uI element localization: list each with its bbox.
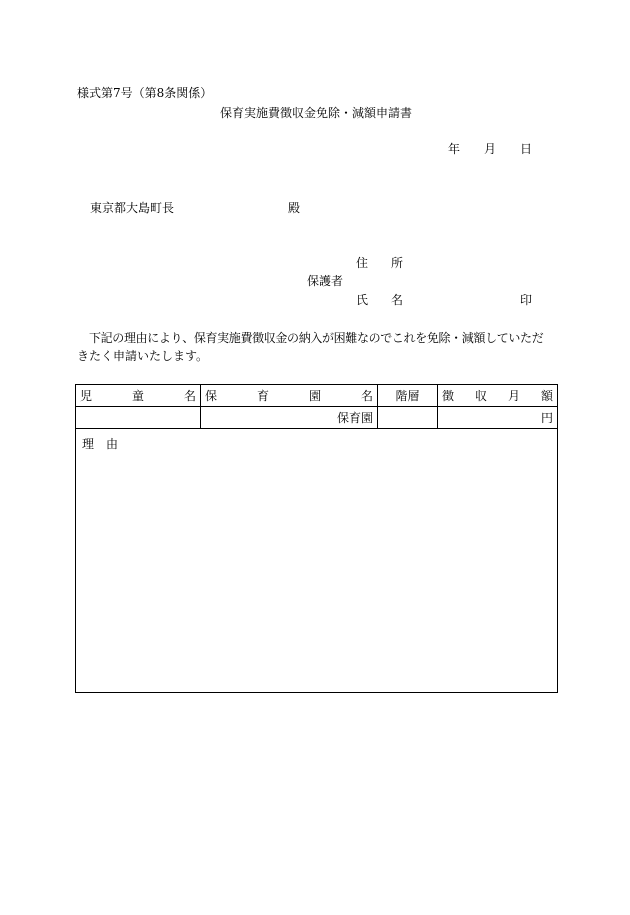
address-label-1: 住 bbox=[356, 256, 369, 270]
body-text-line-2: きたく申請いたします。 bbox=[77, 349, 209, 363]
addressee-honorific: 殿 bbox=[288, 201, 301, 215]
header-char: 園 bbox=[308, 389, 321, 403]
name-label-1: 氏 bbox=[356, 293, 369, 307]
reason-row bbox=[76, 429, 558, 693]
address-label-2: 所 bbox=[391, 256, 404, 270]
fee-unit: 円 bbox=[540, 411, 553, 425]
name-label-2: 名 bbox=[391, 293, 404, 307]
header-char: 育 bbox=[256, 389, 269, 403]
header-char: 児 bbox=[80, 389, 93, 403]
header-char: 保 bbox=[205, 389, 218, 403]
date-day: 日 bbox=[520, 142, 533, 156]
tier-cell[interactable] bbox=[378, 407, 438, 429]
monthly-fee-cell[interactable] bbox=[438, 407, 558, 429]
application-table bbox=[75, 384, 558, 693]
header-char: 童 bbox=[131, 389, 144, 403]
header-nursery-name bbox=[201, 385, 378, 407]
body-text-line-1: 下記の理由により、保育実施費徴収金の納入が困難なのでこれを免除・減額していただ bbox=[89, 331, 544, 345]
header-char: 徴 bbox=[442, 389, 455, 403]
table-input-row bbox=[76, 407, 558, 429]
reason-label: 理 由 bbox=[82, 437, 119, 451]
header-char: 額 bbox=[540, 389, 553, 403]
header-char: 名 bbox=[360, 389, 373, 403]
table-header-row bbox=[76, 385, 558, 407]
nursery-suffix: 保育園 bbox=[336, 411, 373, 425]
seal-mark: 印 bbox=[520, 293, 533, 307]
nursery-name-cell[interactable] bbox=[201, 407, 378, 429]
header-char: 名 bbox=[183, 389, 196, 403]
date-year: 年 bbox=[448, 142, 461, 156]
header-tier-label: 階層 bbox=[395, 389, 420, 403]
header-char: 月 bbox=[507, 389, 520, 403]
addressee-name: 東京都大島町長 bbox=[90, 201, 175, 215]
date-month: 月 bbox=[484, 142, 497, 156]
child-name-cell[interactable] bbox=[76, 407, 201, 429]
guardian-label: 保護者 bbox=[307, 274, 344, 288]
reason-cell[interactable] bbox=[76, 429, 558, 693]
header-tier bbox=[378, 385, 438, 407]
document-title: 保育実施費徴収金免除・減額申請書 bbox=[220, 106, 413, 120]
form-number: 様式第7号（第8条関係） bbox=[77, 86, 213, 100]
header-child-name bbox=[76, 385, 201, 407]
header-monthly-fee bbox=[438, 385, 558, 407]
header-char: 収 bbox=[474, 389, 487, 403]
